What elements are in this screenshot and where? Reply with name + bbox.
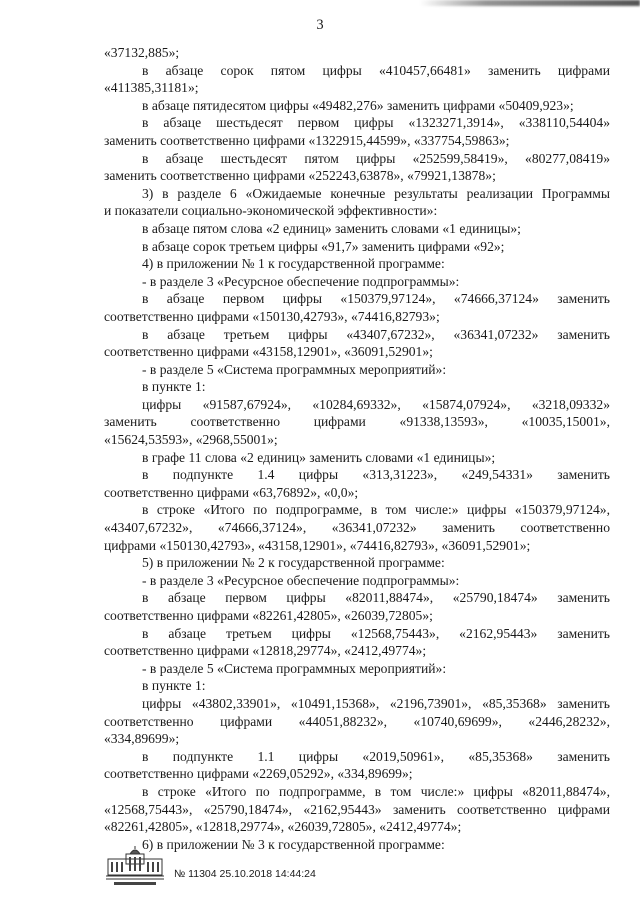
text-line: в абзаце первом цифры «82011,88474», «25790,18474» заменить bbox=[142, 590, 610, 606]
text-line: «411385,31181»; bbox=[104, 80, 199, 96]
text-line: 5) в приложении № 2 к государственной программе: bbox=[142, 555, 445, 571]
page-number: 3 bbox=[316, 17, 324, 33]
text-line: в абзаце первом цифры «150379,97124», «74666,37124» заменить bbox=[142, 291, 610, 307]
text-line: в абзаце шестьдесят пятом цифры «252599,58419», «80277,08419» bbox=[142, 150, 610, 166]
text-line: соответственно цифрами «44051,88232», «10740,69699», «2446,28232», bbox=[104, 713, 610, 729]
text-line: цифрами «150130,42793», «43158,12901», «74416,82793», «36091,52901»; bbox=[104, 537, 531, 553]
text-line: в абзаце пятом слова «2 единиц» заменить словами «1 единицы»; bbox=[142, 220, 521, 236]
text-line: в абзаце сорок третьем цифры «91,7» заменить цифрами «92»; bbox=[142, 238, 505, 254]
text-line: соответственно цифрами «43158,12901», «36091,52901»; bbox=[104, 344, 433, 360]
text-line: - в разделе 5 «Система программных мероприятий»: bbox=[142, 660, 447, 676]
text-line: - в разделе 3 «Ресурсное обеспечение подпрограммы»: bbox=[142, 572, 460, 588]
text-line: в подпункте 1.1 цифры «2019,50961», «85,35368» заменить bbox=[142, 748, 610, 764]
text-line: соответственно цифрами «82261,42805», «26039,72805»; bbox=[104, 608, 433, 623]
text-line: «37132,885»; bbox=[104, 45, 180, 60]
text-line: соответственно цифрами «63,76892», «0,0»; bbox=[104, 484, 359, 500]
text-line: «12568,75443», «25790,18474», «2162,95443» заменить соответственно цифрами bbox=[104, 801, 610, 817]
text-line: в пункте 1: bbox=[142, 379, 206, 395]
text-line: соответственно цифрами «150130,42793», «74416,82793»; bbox=[104, 308, 440, 324]
text-line: в строке «Итого по подпрограмме, в том числе:» цифры «82011,88474», bbox=[142, 783, 610, 799]
text-line: «43407,67232», «74666,37124», «36341,07232» заменить соответственно bbox=[104, 520, 610, 536]
document-body bbox=[104, 44, 610, 853]
text-line: в строке «Итого по подпрограмме, в том числе:» цифры «150379,97124», bbox=[142, 502, 610, 518]
text-line: - в разделе 5 «Система программных мероприятий»: bbox=[142, 361, 447, 377]
page-footer bbox=[104, 846, 504, 890]
text-line: «15624,53593», «2968,55001»; bbox=[104, 432, 278, 448]
text-line: в абзаце шестьдесят первом цифры «1323271,3914», «338110,54404» bbox=[142, 115, 610, 131]
text-line: - в разделе 3 «Ресурсное обеспечение подпрограммы»: bbox=[142, 273, 460, 289]
parliament-building-icon bbox=[104, 846, 166, 888]
text-line: цифры «91587,67924», «10284,69332», «15874,07924», «3218,09332» bbox=[142, 396, 610, 412]
text-line: в абзаце сорок пятом цифры «410457,66481» заменить цифрами bbox=[142, 62, 610, 78]
text-line: соответственно цифрами «2269,05292», «334,89699»; bbox=[104, 766, 413, 782]
text-line: цифры «43802,33901», «10491,15368», «2196,73901», «85,35368» заменить bbox=[142, 695, 610, 711]
text-line: и показатели социально-экономической эффективности»: bbox=[104, 203, 438, 219]
text-line: в подпункте 1.4 цифры «313,31223», «249,54331» заменить bbox=[142, 467, 610, 483]
text-line: заменить соответственно цифрами «91338,13593», «10035,15001», bbox=[104, 414, 610, 430]
text-line: в абзаце третьем цифры «12568,75443», «2162,95443» заменить bbox=[142, 625, 610, 641]
text-line: в пункте 1: bbox=[142, 678, 206, 694]
text-line: заменить соответственно цифрами «1322915,44599», «337754,59863»; bbox=[104, 132, 510, 148]
document-stamp: № 11304 25.10.2018 14:44:24 bbox=[174, 868, 316, 880]
text-line: соответственно цифрами «12818,29774», «2412,49774»; bbox=[104, 643, 427, 659]
text-line: заменить соответственно цифрами «252243,63878», «79921,13878»; bbox=[104, 168, 496, 184]
text-line: в абзаце пятидесятом цифры «49482,276» заменить цифрами «50409,923»; bbox=[142, 97, 574, 113]
text-line: в абзаце третьем цифры «43407,67232», «36341,07232» заменить bbox=[142, 326, 610, 342]
text-line: 6) в приложении № 3 к государственной программе: bbox=[142, 836, 445, 852]
text-line: в графе 11 слова «2 единиц» заменить словами «1 единицы»; bbox=[142, 449, 496, 465]
text-line: 3) в разделе 6 «Ожидаемые конечные результаты реализации Программы bbox=[142, 185, 610, 201]
text-line: «82261,42805», «12818,29774», «26039,72805», «2412,49774»; bbox=[104, 819, 462, 835]
text-line: 4) в приложении № 1 к государственной программе: bbox=[142, 256, 445, 272]
scan-artifact bbox=[420, 0, 640, 6]
text-line: «334,89699»; bbox=[104, 731, 180, 747]
